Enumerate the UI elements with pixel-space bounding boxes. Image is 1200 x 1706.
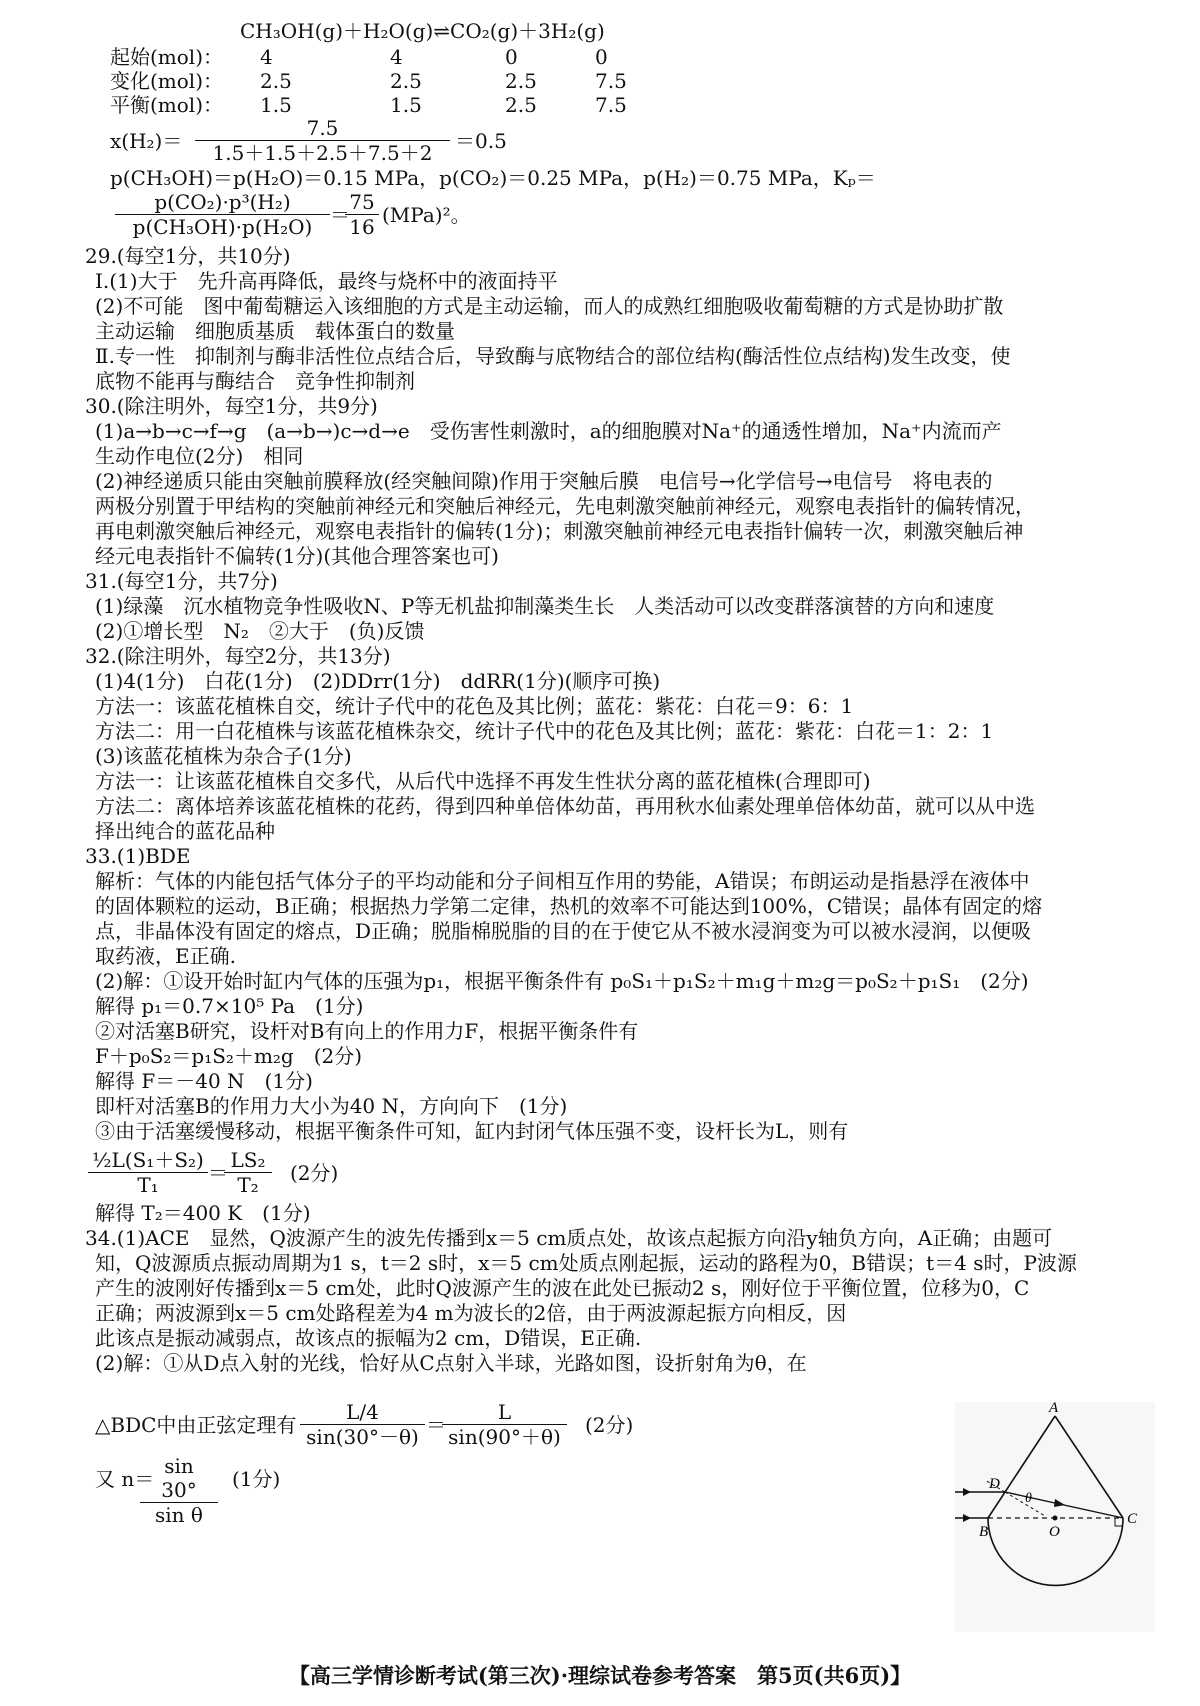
q33-header: 33.(1)BDE xyxy=(85,844,191,868)
text-line: 解得 F＝－40 N (1分) xyxy=(95,1069,313,1093)
equilibrium-equation: CH₃OH(g)＋H₂O(g)⇌CO₂(g)＋3H₂(g) xyxy=(240,19,605,43)
denominator: p(CH₃OH)·p(H₂O) xyxy=(132,215,313,239)
text-line: 主动运输 细胞质基质 载体蛋白的数量 xyxy=(95,319,455,343)
denominator: sin θ xyxy=(155,1503,203,1527)
q29-header: 29.(每空1分，共10分) xyxy=(85,244,291,268)
center-point xyxy=(1053,1516,1058,1521)
denominator: 16 xyxy=(349,215,375,239)
text-line: 方法二：用一白花植株与该蓝花植株杂交，统计子代中的花色及其比例；蓝花：紫花：白花＝1：2：1 xyxy=(95,719,994,743)
text-line: Ⅰ.(1)大于 先升高再降低，最终与烧杯中的液面持平 xyxy=(95,269,558,293)
label-A: A xyxy=(1049,1402,1059,1416)
text-line: 产生的波刚好传播到x＝5 cm处，此时Q波源产生的波在此处已振动2 s，刚好位于平衡位置，位移为0，C xyxy=(95,1276,1030,1300)
text-line: ②对活塞B研究，设杆对B有向上的作用力F，根据平衡条件有 xyxy=(95,1019,639,1043)
text-line: 择出纯合的蓝花品种 xyxy=(95,819,275,843)
q31-header: 31.(每空1分，共7分) xyxy=(85,569,278,593)
numerator: ½L(S₁＋S₂) xyxy=(88,1148,208,1173)
text-line: 底物不能再与酶结合 竞争性抑制剂 xyxy=(95,369,415,393)
cell: 2.5 xyxy=(505,69,537,93)
text-line: (1)4(1分) 白花(1分) (2)DDrr(1分) ddRR(1分)(顺序可换) xyxy=(95,669,661,693)
text-line: (2)解：①从D点入射的光线，恰好从C点射入半球，光路如图，设折射角为θ，在 xyxy=(95,1351,807,1375)
text-line: 生动作电位(2分) 相同 xyxy=(95,444,304,468)
sine-fraction-left xyxy=(300,1400,425,1449)
numerator: 7.5 xyxy=(195,116,450,141)
sine-fraction-right xyxy=(442,1400,567,1449)
text-line: 再电刺激突触后神经元，观察电表指针的偏转(1分)；刺激突触前神经元电表指针偏转一次，刺激突触后神 xyxy=(95,519,1024,543)
q32-header: 32.(除注明外，每空2分，共13分) xyxy=(85,644,391,668)
text-line: (2)不可能 图中葡萄糖运入该细胞的方式是主动运输，而人的成熟红细胞吸收葡萄糖的方式是协助扩散 xyxy=(95,294,1004,318)
text-line: 方法一：该蓝花植株自交，统计子代中的花色及其比例；蓝花：紫花：白花＝9：6：1 xyxy=(95,694,854,718)
partial-pressures: p(CH₃OH)＝p(H₂O)＝0.15 MPa，p(CO₂)＝0.25 MPa，p(H₂)＝0.75 MPa，Kₚ＝ xyxy=(110,166,876,190)
text-line: 解得 T₂＝400 K (1分) xyxy=(95,1201,311,1225)
text-line: 即杆对活塞B的作用力大小为40 N，方向向下 (1分) xyxy=(95,1094,568,1118)
cell: 7.5 xyxy=(595,69,627,93)
text-line: 两极分别置于甲结构的突触前神经元和突触后神经元，先电刺激突触前神经元，观察电表指针的偏转情况， xyxy=(95,494,1035,518)
text-line: 此该点是振动减弱点，故该点的振幅为2 cm，D错误，E正确. xyxy=(95,1326,642,1350)
numerator: 75 xyxy=(345,190,379,215)
label-D: D xyxy=(989,1476,1000,1492)
cell: 1.5 xyxy=(390,93,422,117)
table-row xyxy=(110,44,710,70)
q30-header: 30.(除注明外，每空1分，共9分) xyxy=(85,394,378,418)
equals: ＝ xyxy=(330,203,350,227)
text-line: 取药液，E正确. xyxy=(95,944,236,968)
text-line: (1)绿藻 沉水植物竞争性吸收N、P等无机盐抑制藻类生长 人类活动可以改变群落演替的方向和速度 xyxy=(95,594,995,618)
table-row xyxy=(110,92,710,118)
text-line: (3)该蓝花植株为杂合子(1分) xyxy=(95,744,352,768)
cell: 2.5 xyxy=(260,69,292,93)
text-line: Ⅱ.专一性 抑制剂与酶非活性位点结合后，导致酶与底物结合的部位结构(酶活性位点结构)发生改变，使 xyxy=(95,344,1011,368)
sine-rule-label: △BDC中由正弦定理有 xyxy=(95,1413,297,1437)
text-line: (1)a→b→c→f→g (a→b→)c→d→e 受伤害性刺激时，a的细胞膜对Na⁺的通透性增加，Na⁺内流而产 xyxy=(95,419,1002,443)
text-line: 正确；两波源到x＝5 cm处路程差为4 m为波长的2倍，由于两波源起振方向相反，因 xyxy=(95,1301,847,1325)
cell: 0 xyxy=(595,45,608,69)
cell: 4 xyxy=(390,45,403,69)
cell: 2.5 xyxy=(505,93,537,117)
page-footer: 【高三学情诊断考试(第三次)·理综试卷参考答案 第5页(共6页)】 xyxy=(288,1663,912,1688)
denominator: T₁ xyxy=(137,1173,159,1197)
q33-fraction-right xyxy=(224,1148,272,1197)
text-line: ③由于活塞缓慢移动，根据平衡条件可知，缸内封闭气体压强不变，设杆长为L，则有 xyxy=(95,1119,849,1143)
numerator: LS₂ xyxy=(224,1148,272,1173)
denominator: sin(30°－θ) xyxy=(306,1425,419,1449)
text-line: 经元电表指针不偏转(1分)(其他合理答案也可) xyxy=(95,544,499,568)
text-line: 知，Q波源质点振动周期为1 s，t＝2 s时，x＝5 cm处质点刚起振，运动的路程为0，B错误；t＝4 s时，P波源 xyxy=(95,1251,1077,1275)
numerator: sin 30° xyxy=(140,1454,218,1503)
cell: 1.5 xyxy=(260,93,292,117)
text-line: 方法二：离体培养该蓝花植株的花药，得到四种单倍体幼苗，再用秋水仙素处理单倍体幼苗，就可以从中选 xyxy=(95,794,1035,818)
cell: 4 xyxy=(260,45,273,69)
optics-diagram xyxy=(955,1402,1155,1632)
row-label: 平衡(mol)： xyxy=(110,93,224,117)
text-line: 的固体颗粒的运动，B正确；根据热力学第二定律，热机的效率不可能达到100%，C错误；晶体有固定的熔 xyxy=(95,894,1043,918)
xh2-fraction xyxy=(195,116,450,165)
numerator: L xyxy=(442,1400,567,1425)
numerator: p(CO₂)·p³(H₂) xyxy=(115,190,330,215)
cell: 2.5 xyxy=(390,69,422,93)
xh2-label: x(H₂)＝ xyxy=(110,129,183,153)
label-C: C xyxy=(1127,1511,1138,1527)
cell: 0 xyxy=(505,45,518,69)
kp-value-fraction xyxy=(345,190,379,239)
score: (2分) xyxy=(290,1161,339,1185)
xh2-result: ＝0.5 xyxy=(455,129,507,153)
text-line: (2)①增长型 N₂ ②大于 (负)反馈 xyxy=(95,619,425,643)
q34-header: 34.(1)ACE 显然，Q波源产生的波先传播到x＝5 cm质点处，故该点起振方向沿y轴负方向，A正确；由题可 xyxy=(85,1226,1053,1250)
cell: 7.5 xyxy=(595,93,627,117)
text-line: F＋p₀S₂＝p₁S₂＋m₂g (2分) xyxy=(95,1044,363,1068)
row-label: 起始(mol)： xyxy=(110,45,224,69)
denominator: sin(90°＋θ) xyxy=(448,1425,561,1449)
table-row xyxy=(110,68,710,94)
text-line: 解得 p₁＝0.7×10⁵ Pa (1分) xyxy=(95,994,364,1018)
score: (1分) xyxy=(232,1467,281,1491)
q33-fraction-left xyxy=(88,1148,208,1197)
text-line: 解析：气体的内能包括气体分子的平均动能和分子间相互作用的势能，A错误；布朗运动是指悬浮在液体中 xyxy=(95,869,1030,893)
numerator: L/4 xyxy=(300,1400,425,1425)
text-line: (2)神经递质只能由突触前膜释放(经突触间隙)作用于突触后膜 电信号→化学信号→电信号 将电表的 xyxy=(95,469,993,493)
label-O: O xyxy=(1049,1524,1060,1540)
equals: ＝ xyxy=(426,1413,446,1437)
label-theta: θ xyxy=(1025,1491,1032,1506)
text-line: (2)解：①设开始时缸内气体的压强为p₁，根据平衡条件有 p₀S₁＋p₁S₂＋m₁g＋m₂g＝p₀S₂＋p₁S₁ (2分) xyxy=(95,969,1029,993)
row-label: 变化(mol)： xyxy=(110,69,224,93)
score: (2分) xyxy=(585,1413,634,1437)
text-line: 点，非晶体没有固定的熔点，D正确；脱脂棉脱脂的目的在于使它从不被水浸润变为可以被水浸润，以便吸 xyxy=(95,919,1032,943)
label-B: B xyxy=(979,1524,989,1540)
denominator: T₂ xyxy=(237,1173,259,1197)
kp-fraction xyxy=(115,190,330,239)
equals: ＝ xyxy=(208,1161,228,1185)
text-line: 方法一：让该蓝花植株自交多代，从后代中选择不再发生性状分离的蓝花植株(合理即可) xyxy=(95,769,871,793)
denominator: 1.5＋1.5＋2.5＋7.5＋2 xyxy=(212,141,433,165)
n-fraction xyxy=(140,1454,218,1527)
kp-unit: (MPa)²。 xyxy=(382,203,471,227)
n-label: 又 n＝ xyxy=(95,1467,155,1491)
